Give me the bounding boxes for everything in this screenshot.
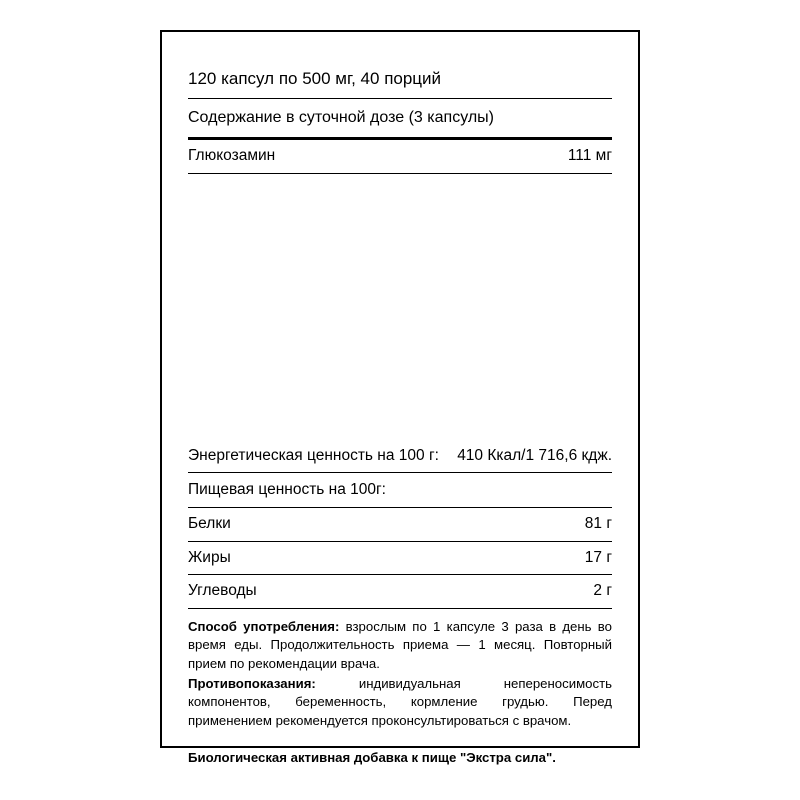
supplement-facts-panel xyxy=(160,30,640,765)
energy-label: Энергетическая ценность на 100 г: xyxy=(188,446,439,464)
directions-block xyxy=(188,609,612,735)
usage-text: взрослым по 1 капсуле 3 раза в день во время еды. Продолжительность приема — 1 месяц. Повторный прием по рекомендации врача. xyxy=(188,618,612,671)
contraindications-paragraph xyxy=(188,675,612,731)
label-title: 120 капсул по 500 мг, 40 порций xyxy=(188,69,442,88)
nutrition-value-carbs: 2 г xyxy=(593,582,612,600)
nutrition-header-row xyxy=(188,473,612,508)
label-title-row xyxy=(188,32,612,99)
nutrition-name-fat: Жиры xyxy=(188,548,231,566)
nutrition-name-protein: Белки xyxy=(188,515,231,533)
usage-paragraph xyxy=(188,618,612,674)
nutrition-name-carbs: Углеводы xyxy=(188,582,257,600)
label-content xyxy=(188,32,612,765)
serving-header: Содержание в суточной дозе (3 капсулы) xyxy=(188,109,494,127)
ingredient-value: 111 мг xyxy=(567,147,612,165)
nutrition-header: Пищевая ценность на 100г: xyxy=(188,481,386,498)
table-row xyxy=(188,575,612,608)
contraindications-text: индивидуальная непереносимость компонентов, беременность, кормление грудью. Перед применением рекомендуется проконсультироваться с врачом. xyxy=(188,675,612,729)
nutrition-value-fat: 17 г xyxy=(584,548,612,566)
table-row xyxy=(188,542,612,575)
blank-area xyxy=(188,174,612,440)
serving-header-row xyxy=(188,99,612,140)
energy-row xyxy=(188,440,612,473)
ingredient-row xyxy=(188,140,612,173)
ingredient-name: Глюкозамин xyxy=(188,147,276,165)
table-row xyxy=(188,508,612,541)
contraindications-label: Противопоказания: xyxy=(188,675,316,691)
usage-label: Способ употребления: xyxy=(188,618,340,634)
footer-note: Биологическая активная добавка к пище "Экстра сила". xyxy=(188,749,556,765)
nutrition-value-protein: 81 г xyxy=(584,515,612,533)
energy-value: 410 Ккал/1 716,6 кдж. xyxy=(457,446,612,464)
